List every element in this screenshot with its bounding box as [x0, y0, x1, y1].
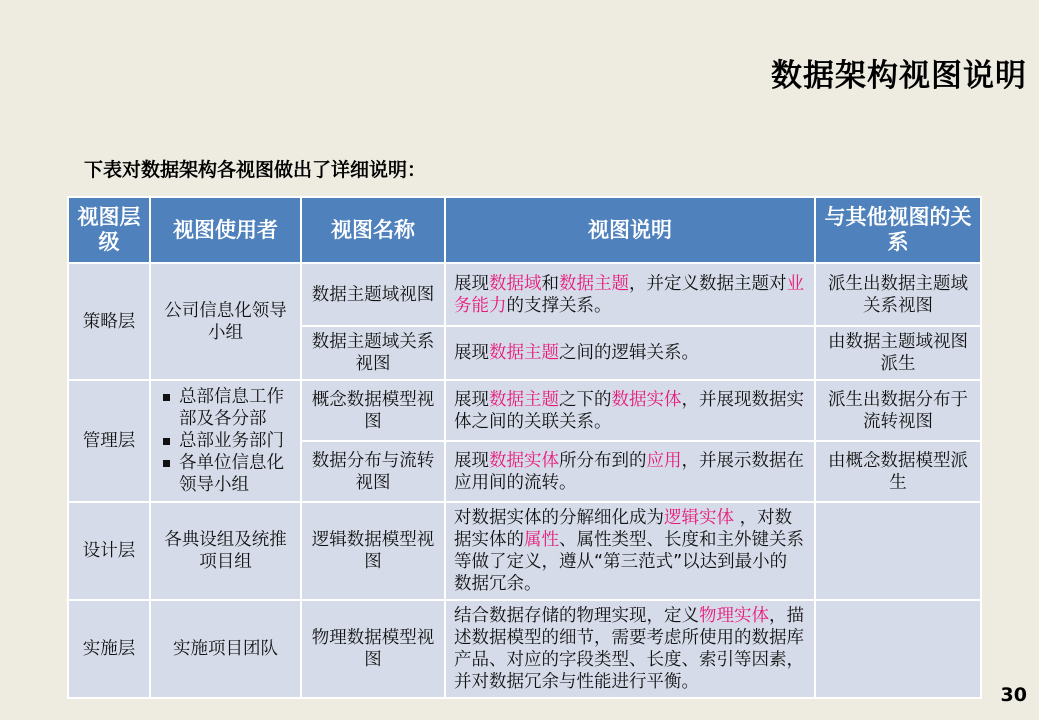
cell-user [150, 380, 301, 502]
desc-text: 所分布到的 [559, 450, 647, 471]
list-item: 各单位信息化领导小组 [161, 452, 294, 496]
desc-text: 、属性类型、长度和主外键关系等做了定义，遵从“第三范式”以达到最小的数据冗余。 [454, 530, 804, 594]
desc-text: 的支撑关系。 [506, 295, 612, 316]
desc-text: ，并展现数据实体之间的关联关系。 [454, 389, 804, 432]
header-view-user: 视图使用者 [150, 197, 301, 263]
desc-highlight: 数据主题 [489, 389, 559, 410]
header-view-relation: 与其他视图的关系 [815, 197, 981, 263]
desc-highlight: 数据主题 [559, 273, 629, 294]
cell-view-name: 概念数据模型视图 [301, 380, 445, 441]
list-item: 总部业务部门 [161, 430, 294, 452]
desc-highlight: 数据实体 [489, 450, 559, 471]
user-list [157, 386, 294, 496]
desc-text: 展现 [454, 450, 489, 471]
desc-highlight: 应用 [646, 450, 682, 471]
desc-highlight: 物理实体 [699, 606, 769, 626]
cell-view-name: 逻辑数据模型视图 [301, 502, 445, 600]
desc-text: 展现 [454, 343, 489, 363]
desc-text: 之下的 [559, 389, 612, 410]
table-row [68, 502, 981, 600]
cell-description [445, 441, 815, 502]
cell-user: 各典设组及统推项目组 [150, 502, 301, 600]
list-item: 总部信息工作部及各分部 [161, 386, 294, 430]
desc-text: ，并展示数据在应用间的流转。 [454, 450, 804, 493]
header-view-name: 视图名称 [301, 197, 445, 263]
page-number: 30 [1000, 684, 1027, 706]
desc-text: 和 [541, 273, 559, 294]
header-view-level: 视图层级 [68, 197, 150, 263]
desc-highlight: 属性 [524, 530, 559, 550]
desc-highlight: 数据实体 [611, 389, 682, 410]
desc-text: 展现 [454, 389, 489, 410]
cell-view-name: 数据主题域关系视图 [301, 326, 445, 380]
cell-description [445, 263, 815, 326]
cell-relation [815, 600, 981, 698]
desc-text: 展现 [454, 273, 489, 294]
cell-relation: 派生出数据主题域关系视图 [815, 263, 981, 326]
cell-view-name: 数据分布与流转视图 [301, 441, 445, 502]
view-description-table [67, 196, 982, 699]
cell-user: 公司信息化领导小组 [150, 263, 301, 380]
table-header-row [68, 197, 981, 263]
cell-relation: 由概念数据模型派生 [815, 441, 981, 502]
cell-description [445, 326, 815, 380]
cell-relation: 由数据主题域视图派生 [815, 326, 981, 380]
desc-highlight: 数据域 [489, 273, 542, 294]
desc-text: ，并定义数据主题对 [629, 273, 787, 294]
desc-highlight: 业务能力 [454, 273, 804, 316]
cell-relation [815, 502, 981, 600]
desc-text: ，描述数据模型的细节，需要考虑所使用的数据库产品、对应的字段类型、长度、索引等因素，并对数据冗余与性能进行平衡。 [454, 606, 804, 692]
cell-user: 实施项目团队 [150, 600, 301, 698]
cell-view-name: 数据主题域视图 [301, 263, 445, 326]
cell-relation: 派生出数据分布于流转视图 [815, 380, 981, 441]
header-view-description: 视图说明 [445, 197, 815, 263]
page-title: 数据架构视图说明 [771, 58, 1027, 94]
desc-text: 之间的逻辑关系。 [559, 343, 699, 363]
desc-text: 结合数据存储的物理实现，定义 [454, 606, 699, 626]
cell-description [445, 380, 815, 441]
table-row [68, 380, 981, 441]
desc-highlight: 逻辑实体 [664, 508, 734, 528]
desc-highlight: 数据主题 [489, 343, 559, 363]
cell-level: 实施层 [68, 600, 150, 698]
desc-text: 对数据实体的分解细化成为 [454, 508, 664, 528]
table-intro: 下表对数据架构各视图做出了详细说明： [84, 159, 427, 181]
desc-text: ，对数据实体的 [454, 508, 793, 550]
cell-level: 策略层 [68, 263, 150, 380]
table-row [68, 600, 981, 698]
cell-description [445, 502, 815, 600]
table-row [68, 263, 981, 326]
cell-view-name: 物理数据模型视图 [301, 600, 445, 698]
cell-level: 设计层 [68, 502, 150, 600]
cell-level: 管理层 [68, 380, 150, 502]
cell-description [445, 600, 815, 698]
